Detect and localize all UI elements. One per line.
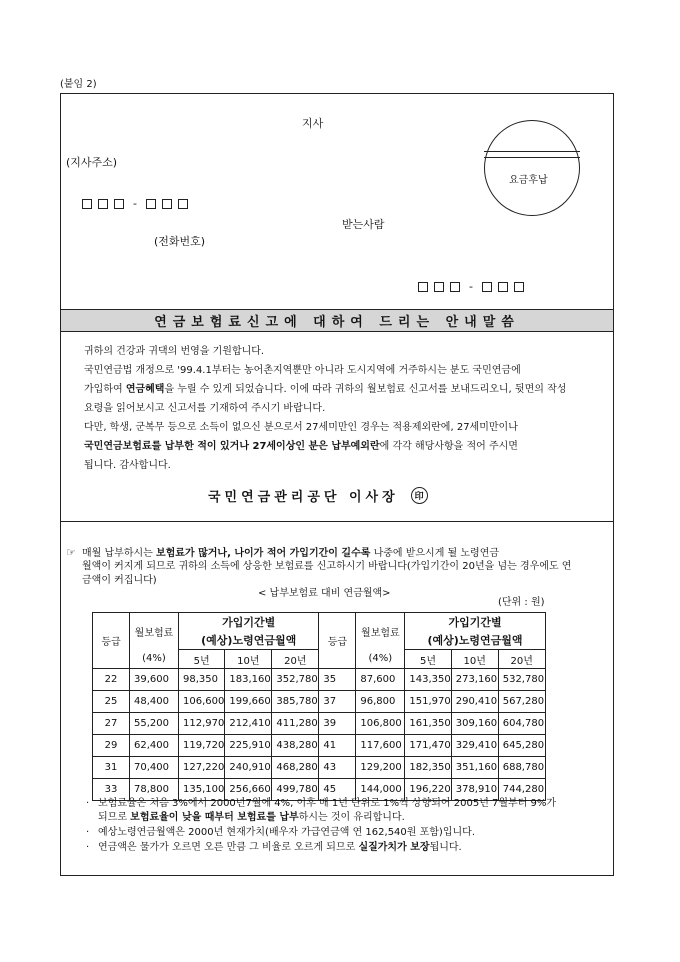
cell-10y: 199,660 <box>225 691 272 713</box>
cell-20y: 604,780 <box>498 713 545 735</box>
text: 보험료율은 처음 3%에서 2000년7월에 4%, 이후 매 1년 단위로 1%씩 상향되어 2005년 7월부터 9%가 <box>98 798 557 809</box>
text: 하시는 것이 유리합니다. <box>298 812 405 823</box>
table-header-row <box>93 613 546 632</box>
header-year: 20년 <box>498 650 545 669</box>
table-row <box>93 735 546 757</box>
cell-fee: 48,400 <box>130 691 179 713</box>
cell-5y: 135,100 <box>179 779 225 801</box>
cell-5y: 106,600 <box>179 691 225 713</box>
header-fee: 월보험료 <box>130 613 179 650</box>
recipient-label: 받는사람 <box>342 218 385 231</box>
postal-box <box>146 199 156 209</box>
attachment-label: (붙임 2) <box>60 79 97 90</box>
postal-box <box>114 199 124 209</box>
postal-box <box>514 282 524 292</box>
cell-20y: 688,780 <box>498 757 545 779</box>
header-fee-rate: (4%) <box>130 650 179 669</box>
stamp-text: 요금후납 <box>509 175 548 186</box>
stamp-line <box>484 151 580 152</box>
letter-line: 요령을 읽어보시고 신고서를 기재하여 주시기 바랍니다. <box>84 403 326 414</box>
header-fee: 월보험료 <box>356 613 405 650</box>
header-pension: (예상)노령연금월액 <box>179 631 319 650</box>
bullet-icon: · <box>86 842 90 853</box>
header-year: 5년 <box>405 650 451 669</box>
cell-grade: 25 <box>93 691 130 713</box>
letter-line: 다만, 학생, 군복무 등으로 소득이 없으신 분으로서 27세미만인 경우는 적용제외란에, 27세미만이나 <box>84 422 518 433</box>
notice-line <box>66 546 499 560</box>
cell-10y: 183,160 <box>225 669 272 691</box>
cell-10y: 256,660 <box>225 779 272 801</box>
footnote-line <box>98 811 405 824</box>
cell-10y: 290,410 <box>451 691 498 713</box>
table-caption: < 납부보험료 대비 연금월액> <box>258 588 391 599</box>
official-seal-icon: 印 <box>411 487 428 504</box>
postal-box <box>178 199 188 209</box>
cell-5y: 161,350 <box>405 713 451 735</box>
postal-dash: - <box>133 197 137 210</box>
table-unit: (단위 : 원) <box>498 597 545 608</box>
cell-10y: 309,160 <box>451 713 498 735</box>
cell-fee: 96,800 <box>356 691 405 713</box>
cell-grade: 45 <box>319 779 356 801</box>
header-pension: (예상)노령연금월액 <box>405 631 545 650</box>
divider <box>60 521 614 522</box>
cell-grade: 43 <box>319 757 356 779</box>
cell-grade: 33 <box>93 779 130 801</box>
cell-fee: 144,000 <box>356 779 405 801</box>
cell-grade: 22 <box>93 669 130 691</box>
footnote-line <box>86 841 462 854</box>
text: 연금액은 물가가 오르면 오른 만큼 그 비율로 오르게 되므로 <box>98 842 359 853</box>
cell-5y: 196,220 <box>405 779 451 801</box>
cell-grade: 35 <box>319 669 356 691</box>
cell-grade: 41 <box>319 735 356 757</box>
cell-10y: 351,160 <box>451 757 498 779</box>
cell-5y: 143,350 <box>405 669 451 691</box>
cell-20y: 438,280 <box>272 735 319 757</box>
footnote-line <box>86 826 475 839</box>
cell-fee: 117,600 <box>356 735 405 757</box>
cell-5y: 171,470 <box>405 735 451 757</box>
emphasis: 보험료가 많거나, 나이가 적어 가입기간이 길수록 <box>155 548 371 559</box>
pension-rate-table <box>92 612 546 801</box>
postal-box <box>162 199 172 209</box>
cell-20y: 567,280 <box>498 691 545 713</box>
cell-grade: 31 <box>93 757 130 779</box>
postal-box <box>98 199 108 209</box>
postal-box <box>82 199 92 209</box>
cell-20y: 352,780 <box>272 669 319 691</box>
text: 매월 납부하시는 <box>82 548 156 559</box>
cell-5y: 112,970 <box>179 713 225 735</box>
branch-address: (지사주소) <box>66 156 118 169</box>
header-year: 20년 <box>272 650 319 669</box>
table-row <box>93 757 546 779</box>
text: 을 누릴 수 있게 되었습니다. 이에 따라 귀하의 월보험료 신고서를 보내드리오니, 뒷면의 작성 <box>164 384 567 395</box>
cell-fee: 62,400 <box>130 735 179 757</box>
cell-10y: 378,910 <box>451 779 498 801</box>
cell-fee: 87,600 <box>356 669 405 691</box>
branch-label: 지사 <box>302 117 324 130</box>
header-period: 가입기간별 <box>405 613 545 632</box>
text: 나중에 받으시게 될 노령연금 <box>370 548 500 559</box>
cell-20y: 468,280 <box>272 757 319 779</box>
cell-fee: 55,200 <box>130 713 179 735</box>
cell-grade: 39 <box>319 713 356 735</box>
cell-5y: 98,350 <box>179 669 225 691</box>
cell-5y: 182,350 <box>405 757 451 779</box>
letter-line <box>84 380 614 399</box>
header-year: 5년 <box>179 650 225 669</box>
letter-line: 됩니다. 감사합니다. <box>84 460 171 471</box>
cell-grade: 29 <box>93 735 130 757</box>
hand-pointing-icon: ☞ <box>66 546 76 559</box>
stamp-line <box>484 157 580 158</box>
postal-box <box>418 282 428 292</box>
signature-block <box>208 486 428 505</box>
cell-20y: 744,280 <box>498 779 545 801</box>
header-year: 10년 <box>451 650 498 669</box>
postage-stamp-circle <box>484 120 580 216</box>
cell-5y: 127,220 <box>179 757 225 779</box>
postal-box <box>482 282 492 292</box>
cell-10y: 240,910 <box>225 757 272 779</box>
cell-fee: 106,800 <box>356 713 405 735</box>
table-row <box>93 713 546 735</box>
cell-5y: 119,720 <box>179 735 225 757</box>
letter-line: 귀하의 건강과 귀댁의 번영을 기원합니다. <box>84 346 265 357</box>
cell-10y: 212,410 <box>225 713 272 735</box>
postal-dash: - <box>469 280 473 293</box>
emphasis: 실질가치가 보장 <box>358 842 430 853</box>
emphasis: 연금혜택 <box>125 384 165 395</box>
text: 예상노령연금월액은 2000년 현재가치(배우자 가급연금액 연 162,540원 포함)입니다. <box>98 827 475 838</box>
phone-label: (전화번호) <box>154 235 206 248</box>
letter-line <box>84 437 614 456</box>
sender-postal-code <box>82 197 188 210</box>
signature: 국민연금관리공단 이사장 <box>208 490 399 505</box>
header-fee-rate: (4%) <box>356 650 405 669</box>
cell-grade: 27 <box>93 713 130 735</box>
notice-line: 월액이 커지게 되므로 귀하의 소득에 상응한 보험료를 신고하시기 바랍니다(가입기간이 20년을 넘는 경우에도 연 <box>82 561 572 572</box>
text: 되므로 <box>98 812 131 823</box>
cell-fee: 129,200 <box>356 757 405 779</box>
text: 에 각각 해당사항을 적어 주시면 <box>379 441 518 452</box>
notice-title-bar <box>61 310 613 332</box>
bullet-icon: · <box>86 827 90 838</box>
footnote-line <box>86 797 556 810</box>
table-row <box>93 669 546 691</box>
cell-20y: 385,780 <box>272 691 319 713</box>
cell-20y: 411,280 <box>272 713 319 735</box>
cell-10y: 329,410 <box>451 735 498 757</box>
postal-box <box>450 282 460 292</box>
cell-grade: 37 <box>319 691 356 713</box>
cell-10y: 273,160 <box>451 669 498 691</box>
cell-fee: 39,600 <box>130 669 179 691</box>
bullet-icon: · <box>86 798 90 809</box>
text: 됩니다. <box>429 842 462 853</box>
text: 가입하여 <box>84 384 126 395</box>
header-grade: 등급 <box>319 613 356 669</box>
letter-line: 국민연금법 개정으로 '99.4.1부터는 농어촌지역뿐만 아니라 도시지역에 거주하시는 분도 국민연금에 <box>84 365 521 376</box>
header-grade: 등급 <box>93 613 130 669</box>
header-period: 가입기간별 <box>179 613 319 632</box>
table-row <box>93 691 546 713</box>
postal-box <box>498 282 508 292</box>
cell-fee: 70,400 <box>130 757 179 779</box>
postal-box <box>434 282 444 292</box>
header-year: 10년 <box>225 650 272 669</box>
cell-10y: 225,910 <box>225 735 272 757</box>
notice-line: 금액이 커집니다) <box>82 575 157 586</box>
cell-20y: 532,780 <box>498 669 545 691</box>
notice-title: 연금보험료신고에 대하여 드리는 안내말씀 <box>154 315 520 330</box>
emphasis: 보험료율이 낮을 때부터 보험료를 납부 <box>130 812 299 823</box>
recipient-postal-code <box>418 280 524 293</box>
cell-fee: 78,800 <box>130 779 179 801</box>
cell-20y: 499,780 <box>272 779 319 801</box>
cell-5y: 151,970 <box>405 691 451 713</box>
emphasis: 국민연금보험료를 납부한 적이 있거나 27세이상인 분은 납부예외란 <box>84 441 380 452</box>
cell-20y: 645,280 <box>498 735 545 757</box>
